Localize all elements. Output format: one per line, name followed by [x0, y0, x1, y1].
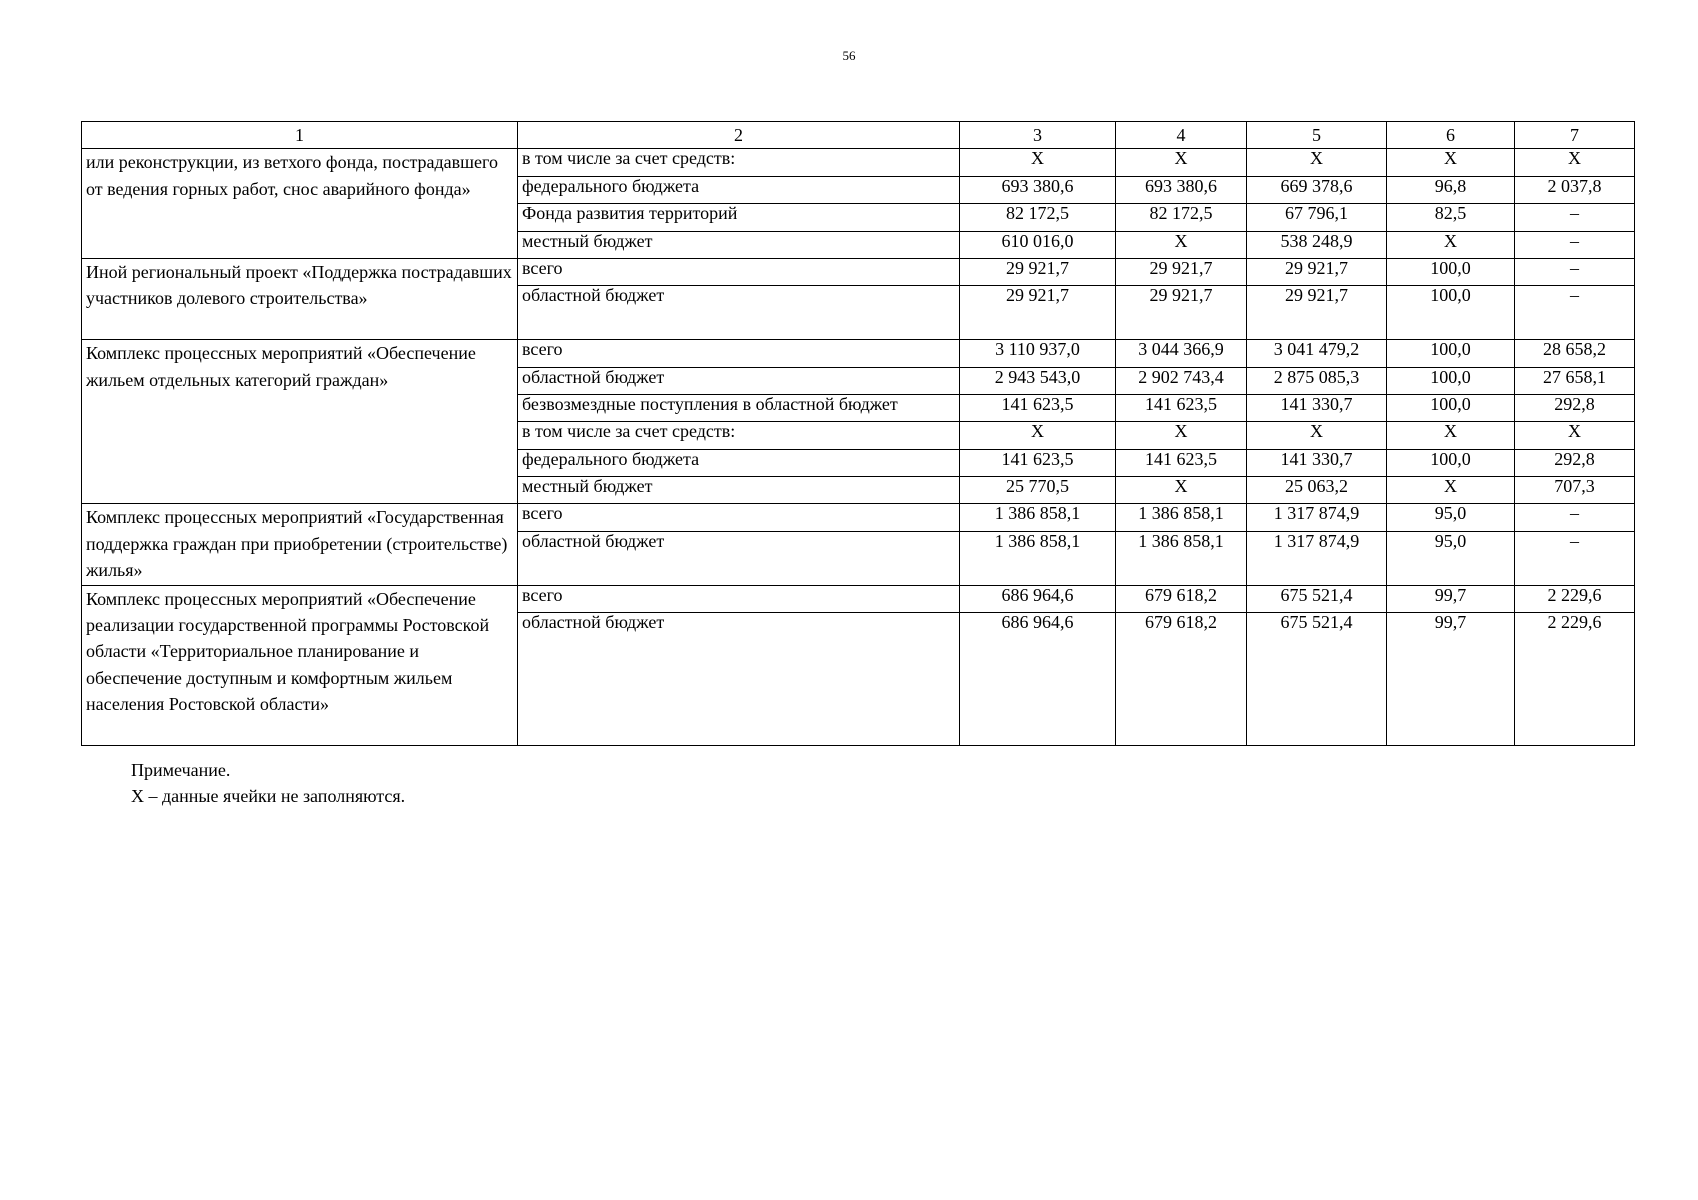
value-cell-col7: X: [1515, 149, 1635, 176]
funding-source-cell: в том числе за счет средств:: [518, 149, 960, 176]
value-cell-col4: 3 044 366,9: [1116, 340, 1247, 367]
funding-source-cell: местный бюджет: [518, 231, 960, 258]
value-cell-col6: 100,0: [1387, 258, 1515, 285]
value-cell-col5: 67 796,1: [1247, 204, 1387, 231]
program-name-cell: [82, 258, 518, 339]
value-cell-col3: 2 943 543,0: [960, 367, 1116, 394]
value-cell-col3: 82 172,5: [960, 204, 1116, 231]
funding-source-cell: федерального бюджета: [518, 449, 960, 476]
value-cell-col4: 2 902 743,4: [1116, 367, 1247, 394]
funding-source-cell: областной бюджет: [518, 613, 960, 746]
value-cell-col7: –: [1515, 531, 1635, 585]
funding-source-cell: Фонда развития территорий: [518, 204, 960, 231]
value-cell-col5: 538 248,9: [1247, 231, 1387, 258]
value-cell-col6: 100,0: [1387, 367, 1515, 394]
value-cell-col5: X: [1247, 149, 1387, 176]
funding-source-cell: всего: [518, 504, 960, 531]
column-header-7: 7: [1515, 122, 1635, 149]
funding-source-cell: всего: [518, 585, 960, 612]
value-cell-col6: X: [1387, 422, 1515, 449]
value-cell-col4: 1 386 858,1: [1116, 504, 1247, 531]
value-cell-col3: 29 921,7: [960, 286, 1116, 340]
program-name-cell: [82, 504, 518, 585]
value-cell-col6: X: [1387, 477, 1515, 504]
value-cell-col5: 675 521,4: [1247, 613, 1387, 746]
value-cell-col5: 29 921,7: [1247, 286, 1387, 340]
value-cell-col3: 3 110 937,0: [960, 340, 1116, 367]
value-cell-col7: –: [1515, 231, 1635, 258]
value-cell-col6: X: [1387, 149, 1515, 176]
funding-source-cell: в том числе за счет средств:: [518, 422, 960, 449]
value-cell-col7: –: [1515, 204, 1635, 231]
funding-source-cell: федерального бюджета: [518, 176, 960, 203]
program-name-cell: [82, 340, 518, 504]
value-cell-col6: 100,0: [1387, 449, 1515, 476]
page-number: 56: [842, 48, 856, 63]
program-name-cell: [82, 585, 518, 745]
value-cell-col7: 2 229,6: [1515, 613, 1635, 746]
value-cell-col7: 28 658,2: [1515, 340, 1635, 367]
table-row: [82, 258, 1635, 285]
value-cell-col3: 610 016,0: [960, 231, 1116, 258]
value-cell-col5: 3 041 479,2: [1247, 340, 1387, 367]
value-cell-col6: 99,7: [1387, 585, 1515, 612]
value-cell-col3: X: [960, 149, 1116, 176]
value-cell-col7: –: [1515, 258, 1635, 285]
program-name: Комплекс процессных мероприятий «Обеспечение реализации государственной программы Ростовской области «Территориальное планирование и обеспечение доступным и комфортным жильем населения Ростовской области»: [86, 588, 490, 715]
value-cell-col7: 2 037,8: [1515, 176, 1635, 203]
value-cell-col5: 29 921,7: [1247, 258, 1387, 285]
value-cell-col7: 27 658,1: [1515, 367, 1635, 394]
value-cell-col4: 679 618,2: [1116, 613, 1247, 746]
value-cell-col5: 675 521,4: [1247, 585, 1387, 612]
value-cell-col3: X: [960, 422, 1116, 449]
value-cell-col6: 95,0: [1387, 531, 1515, 585]
value-cell-col3: 693 380,6: [960, 176, 1116, 203]
value-cell-col6: 95,0: [1387, 504, 1515, 531]
value-cell-col3: 686 964,6: [960, 613, 1116, 746]
value-cell-col4: X: [1116, 477, 1247, 504]
table-row: [82, 585, 1635, 612]
value-cell-col4: 82 172,5: [1116, 204, 1247, 231]
value-cell-col4: X: [1116, 231, 1247, 258]
value-cell-col4: 29 921,7: [1116, 258, 1247, 285]
funding-source-cell: областной бюджет: [518, 531, 960, 585]
value-cell-col7: 2 229,6: [1515, 585, 1635, 612]
program-name-cell: [82, 149, 518, 259]
value-cell-col6: 96,8: [1387, 176, 1515, 203]
program-name: Комплекс процессных мероприятий «Обеспечение жильем отдельных категорий граждан»: [86, 343, 476, 390]
program-name: Иной региональный проект «Поддержка пострадавших участников долевого строительства»: [86, 261, 512, 309]
budget-table: [81, 121, 1635, 746]
column-header-5: 5: [1247, 122, 1387, 149]
funding-source-cell: областной бюджет: [518, 367, 960, 394]
value-cell-col6: 99,7: [1387, 613, 1515, 746]
value-cell-col4: 679 618,2: [1116, 585, 1247, 612]
value-cell-col7: X: [1515, 422, 1635, 449]
value-cell-col3: 1 386 858,1: [960, 531, 1116, 585]
footnote: [131, 757, 405, 810]
table-header-row: [82, 122, 1635, 149]
value-cell-col4: X: [1116, 149, 1247, 176]
column-header-4: 4: [1116, 122, 1247, 149]
value-cell-col3: 686 964,6: [960, 585, 1116, 612]
value-cell-col4: 29 921,7: [1116, 286, 1247, 340]
value-cell-col3: 141 623,5: [960, 394, 1116, 421]
value-cell-col3: 141 623,5: [960, 449, 1116, 476]
column-header-3: 3: [960, 122, 1116, 149]
value-cell-col7: –: [1515, 504, 1635, 531]
value-cell-col5: 141 330,7: [1247, 394, 1387, 421]
value-cell-col4: 141 623,5: [1116, 394, 1247, 421]
table-row: [82, 504, 1635, 531]
funding-source-cell: местный бюджет: [518, 477, 960, 504]
value-cell-col5: 2 875 085,3: [1247, 367, 1387, 394]
value-cell-col6: X: [1387, 231, 1515, 258]
value-cell-col7: 707,3: [1515, 477, 1635, 504]
value-cell-col6: 100,0: [1387, 286, 1515, 340]
value-cell-col7: 292,8: [1515, 394, 1635, 421]
value-cell-col3: 29 921,7: [960, 258, 1116, 285]
value-cell-col4: 1 386 858,1: [1116, 531, 1247, 585]
value-cell-col5: 1 317 874,9: [1247, 504, 1387, 531]
table-row: [82, 340, 1635, 367]
value-cell-col6: 82,5: [1387, 204, 1515, 231]
footnote-text: X – данные ячейки не заполняются.: [131, 786, 406, 807]
value-cell-col7: –: [1515, 286, 1635, 340]
value-cell-col4: 693 380,6: [1116, 176, 1247, 203]
value-cell-col4: 141 623,5: [1116, 449, 1247, 476]
value-cell-col5: 1 317 874,9: [1247, 531, 1387, 585]
value-cell-col5: 141 330,7: [1247, 449, 1387, 476]
funding-source-cell: всего: [518, 340, 960, 367]
value-cell-col3: 1 386 858,1: [960, 504, 1116, 531]
footnote-title: Примечание.: [131, 760, 231, 780]
funding-source-cell: областной бюджет: [518, 286, 960, 340]
column-header-2: 2: [518, 122, 960, 149]
value-cell-col5: 25 063,2: [1247, 477, 1387, 504]
column-header-6: 6: [1387, 122, 1515, 149]
program-name: Комплекс процессных мероприятий «Государственная поддержка граждан при приобретении (строительстве) жилья»: [86, 507, 508, 581]
funding-source-cell: безвозмездные поступления в областной бюджет: [518, 394, 960, 421]
value-cell-col6: 100,0: [1387, 340, 1515, 367]
program-name: или реконструкции, из ветхого фонда, пострадавшего от ведения горных работ, снос аварийного фонда»: [86, 152, 498, 199]
value-cell-col7: 292,8: [1515, 449, 1635, 476]
value-cell-col3: 25 770,5: [960, 477, 1116, 504]
column-header-1: 1: [82, 122, 518, 149]
table-row: [82, 149, 1635, 176]
value-cell-col4: X: [1116, 422, 1247, 449]
funding-source-cell: всего: [518, 258, 960, 285]
value-cell-col6: 100,0: [1387, 394, 1515, 421]
value-cell-col5: X: [1247, 422, 1387, 449]
value-cell-col5: 669 378,6: [1247, 176, 1387, 203]
